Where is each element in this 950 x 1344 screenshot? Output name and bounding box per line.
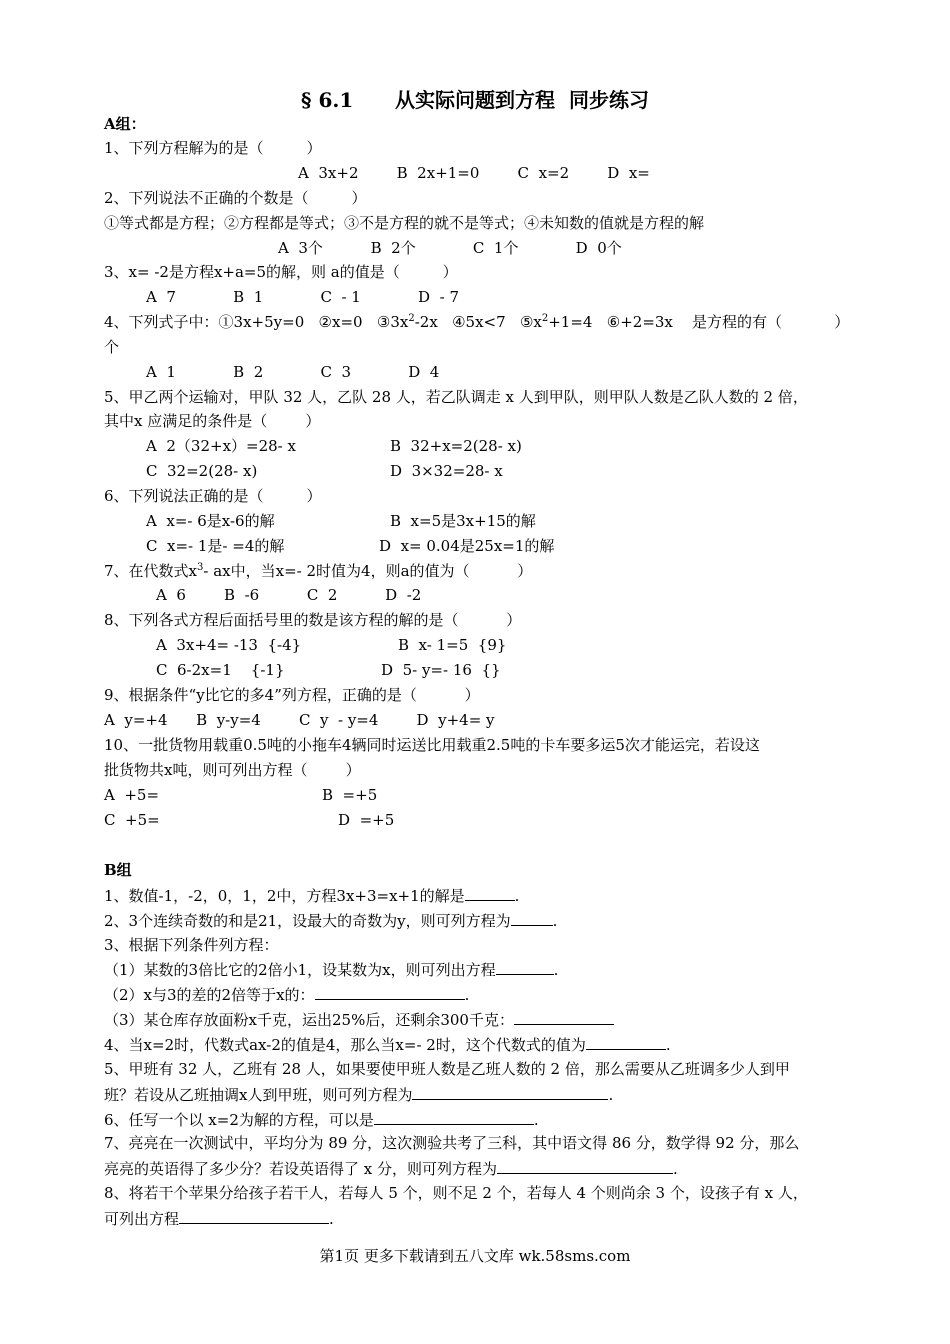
a-q4-options: A 1 B 2 C 3 D 4 [146, 363, 440, 381]
b-q1 [104, 885, 519, 905]
b-q4-answer-blank[interactable] [586, 1034, 666, 1050]
b-q8-text: 可列出方程 [104, 1210, 180, 1228]
b-q3-2-text: （2）x与3的差的2倍等于x的： [104, 986, 315, 1004]
a-q10-option-a: A +5= [104, 786, 160, 804]
b-q3-2-period: . [464, 986, 470, 1004]
b-q8-line1: 8、将若干个苹果分给孩子若干人，若每人 5 个，则不足 2 个，若每人 4 个则尚余 3 个，设孩子有 x 人， [104, 1184, 808, 1202]
a-q6-option-b: B x=5是3x+15的解 [390, 512, 536, 530]
a-q4-stem-pre: 4、下列式子中：①3x+5y=0 ②x=0 ③3x [104, 313, 409, 331]
b-q7-line1: 7、亮亮在一次测试中，平均分为 89 分，这次测验共考了三科，其中语文得 86 分，数学得 92 分，那么 [104, 1134, 800, 1152]
group-b-heading: B组 [104, 861, 132, 879]
b-q8-period: . [329, 1210, 334, 1228]
a-q6-option-d: D x= 0.04是25x=1的解 [379, 537, 555, 555]
a-q6-stem: 6、下列说法正确的是（ ） [104, 487, 322, 505]
a-q10-option-c: C +5= [104, 811, 160, 829]
a-q5-option-b: B 32+x=2(28- x) [390, 437, 522, 455]
b-q1-text: 1、数值-1，-2，0，1，2中，方程3x+3=x+1的解是 [104, 887, 465, 905]
b-q6-period: . [533, 1111, 539, 1129]
a-q10-stem2: 批货物共x吨，则可列出方程（ ） [104, 761, 361, 779]
b-q3-1-text: （1）某数的3倍比它的2倍小1，设某数为x，则可列出方程 [104, 961, 496, 979]
b-q2-text: 2、3个连续奇数的和是21，设最大的奇数为y，则可列方程为 [104, 912, 511, 930]
page-title: § 6.1 从实际问题到方程 同步练习 [301, 88, 649, 112]
a-q1-options: A 3x+2 B 2x+1=0 C x=2 D x= [298, 164, 650, 182]
b-q3-1-period: . [553, 961, 559, 979]
b-q5-line1: 5、甲班有 32 人，乙班有 28 人，如果要使甲班人数是乙班人数的 2 倍，那么需要从乙班调多少人到甲 [104, 1060, 790, 1078]
b-q3-3-text: （3）某仓库存放面粉x千克，运出25%后，还剩余300千克： [104, 1011, 514, 1029]
b-q6 [104, 1109, 539, 1129]
b-q5-line2 [104, 1084, 613, 1104]
b-q3-1-answer-blank[interactable] [496, 959, 554, 975]
a-q7-options: A 6 B -6 C 2 D -2 [156, 586, 422, 604]
b-q5-period: . [608, 1086, 614, 1104]
b-q3-3 [104, 1009, 614, 1029]
a-q8-option-a: A 3x+4= -13 {-4} [156, 636, 302, 654]
b-q3-2 [104, 984, 469, 1004]
a-q7-sup: 3 [197, 562, 204, 573]
b-q1-answer-blank[interactable] [465, 885, 515, 901]
a-q2-options: A 3个 B 2个 C 1个 D 0个 [278, 239, 622, 257]
a-q5-option-c: C 32=2(28- x) [146, 462, 258, 480]
a-q4-sup2: 2 [541, 313, 549, 324]
b-q5-answer-blank[interactable] [412, 1084, 608, 1100]
b-q2 [104, 910, 557, 930]
b-q3-2-answer-blank[interactable] [315, 984, 465, 1000]
a-q5-option-a: A 2（32+x）=28- x [146, 437, 296, 455]
b-q4 [104, 1034, 671, 1054]
a-q7-stem-pre: 7、在代数式x [104, 562, 198, 580]
a-q7-stem [104, 561, 532, 581]
a-q8-option-b: B x- 1=5 {9} [398, 636, 507, 654]
a-q3-options: A 7 B 1 C - 1 D - 7 [146, 288, 460, 306]
a-q9-stem: 9、根据条件“y比它的多4”列方程，正确的是（ ） [104, 686, 480, 704]
b-q7-answer-blank[interactable] [497, 1158, 673, 1174]
b-q2-answer-blank[interactable] [511, 910, 553, 926]
a-q6-option-c: C x=- 1是- =4的解 [146, 537, 285, 555]
a-q7-stem-post: - ax中，当x=- 2时值为4，则a的值为（ ） [203, 562, 533, 580]
b-q6-answer-blank[interactable] [374, 1109, 534, 1125]
page-footer: 第1页 更多下载请到五八文库 wk.58sms.com [319, 1247, 631, 1265]
a-q6-option-a: A x=- 6是x-6的解 [146, 512, 275, 530]
a-q4-stem-post: +1=4 ⑥+2=3x 是方程的有（ ） [548, 313, 850, 331]
a-q9-options: A y=+4 B y-y=4 C y - y=4 D y+4= y [104, 711, 495, 729]
a-q8-stem: 8、下列各式方程后面括号里的数是该方程的解的是（ ） [104, 611, 522, 629]
b-q4-text: 4、当x=2时，代数式ax-2的值是4，那么当x=- 2时，这个代数式的值为 [104, 1036, 586, 1054]
a-q10-stem: 10、一批货物用载重0.5吨的小拖车4辆同时运送比用载重2.5吨的卡车要多运5次才能运完，若设这 [104, 736, 760, 754]
b-q3-3-answer-blank[interactable] [514, 1009, 614, 1025]
a-q3-stem: 3、x= -2是方程x+a=5的解，则 a的值是（ ） [104, 263, 458, 281]
a-q8-option-c: C 6-2x=1 {-1} [156, 661, 285, 679]
b-q4-period: . [665, 1036, 671, 1054]
a-q8-option-d: D 5- y=- 16 {} [381, 661, 501, 679]
group-a-heading: A组： [104, 115, 146, 133]
a-q5-option-d: D 3×32=28- x [390, 462, 503, 480]
a-q2-stem: 2、下列说法不正确的个数是（ ） [104, 189, 367, 207]
a-q10-option-b: B =+5 [322, 786, 378, 804]
b-q6-text: 6、任写一个以 x=2为解的方程，可以是 [104, 1111, 374, 1129]
a-q5-stem: 5、甲乙两个运输对，甲队 32 人，乙队 28 人，若乙队调走 x 人到甲队，则甲队人数是乙队人数的 2 倍， [104, 388, 808, 406]
b-q3-1 [104, 959, 558, 979]
b-q5-text: 班？若设从乙班抽调x人到甲班，则可列方程为 [104, 1086, 413, 1104]
b-q8-answer-blank[interactable] [179, 1208, 329, 1224]
b-q7-text: 亮亮的英语得了多少分？若设英语得了 x 分，则可列方程为 [104, 1160, 497, 1178]
b-q7-line2 [104, 1158, 678, 1178]
b-q2-period: . [552, 912, 558, 930]
a-q1-stem: 1、下列方程解为的是（ ） [104, 139, 322, 157]
a-q5-stem2: 其中x 应满足的条件是（ ） [104, 412, 321, 430]
b-q8-line2 [104, 1208, 334, 1228]
a-q4-sup1: 2 [408, 313, 415, 324]
a-q4-stem-tail: 个 [104, 338, 120, 356]
b-q7-period: . [673, 1160, 678, 1178]
a-q2-detail: ①等式都是方程；②方程都是等式；③不是方程的就不是等式；④未知数的值就是方程的解 [104, 214, 705, 232]
b-q1-period: . [514, 887, 520, 905]
a-q4-stem-mid: -2x ④5x<7 ⑤x [414, 313, 542, 331]
a-q10-option-d: D =+5 [338, 811, 395, 829]
b-q3: 3、根据下列条件列方程： [104, 936, 279, 954]
a-q4-stem [104, 312, 849, 332]
